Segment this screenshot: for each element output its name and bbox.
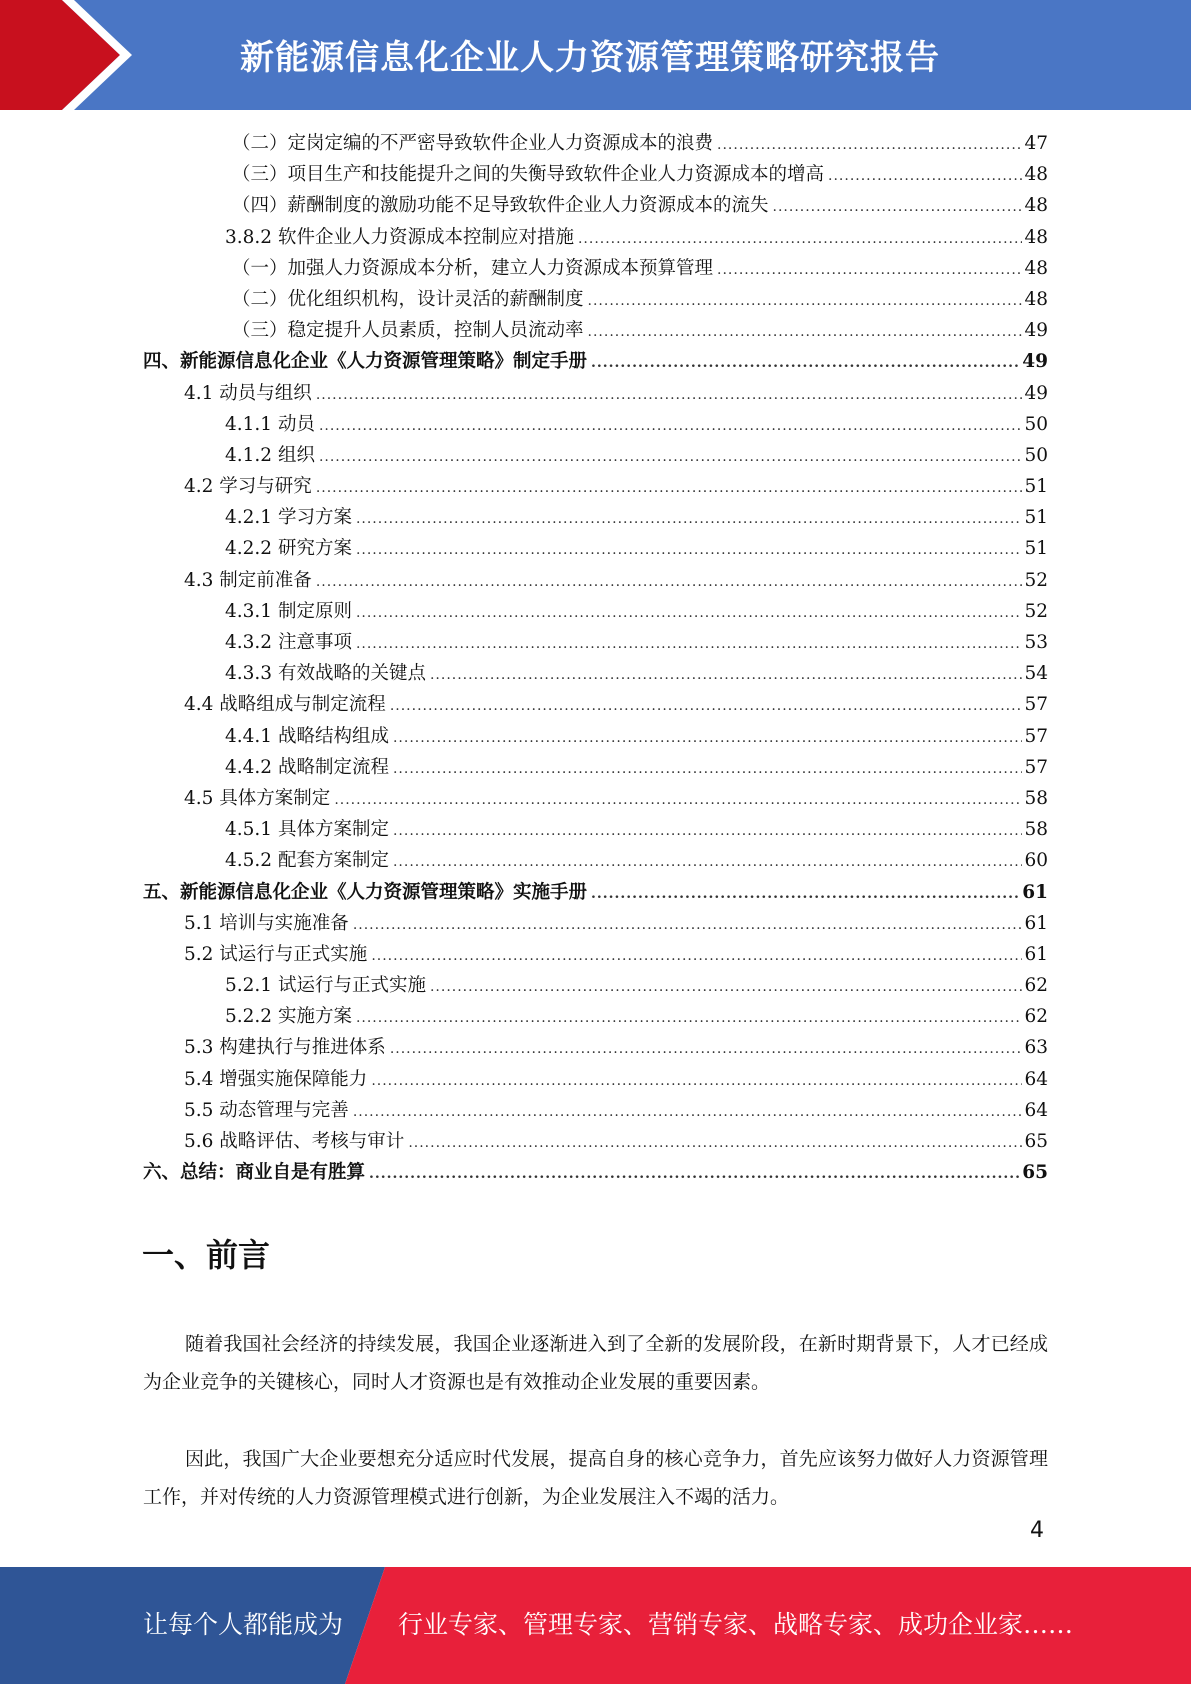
- toc-entry-title: 5.2.2 实施方案: [225, 1006, 352, 1028]
- toc-leader-dots: [316, 380, 1023, 409]
- toc-entry[interactable]: [184, 783, 1048, 814]
- toc-entry[interactable]: [143, 1157, 1048, 1188]
- toc-leader-dots: [353, 910, 1023, 939]
- toc-entry-title: （二）定岗定编的不严密导致软件企业人力资源成本的浪费: [232, 133, 714, 154]
- toc-entry-page: 62: [1024, 1006, 1048, 1028]
- toc-entry[interactable]: [184, 1064, 1048, 1095]
- paragraph: 随着我国社会经济的持续发展，我国企业逐渐进入到了全新的发展阶段，在新时期背景下，人才已经成为企业竞争的关键核心，同时人才资源也是有效推动企业发展的重要因素。: [143, 1333, 1048, 1393]
- toc-entry-title: （三）项目生产和技能提升之间的失衡导致软件企业人力资源成本的增高: [232, 164, 825, 186]
- toc-entry-page: 58: [1024, 819, 1048, 841]
- toc-entry-page: 49: [1024, 382, 1048, 404]
- toc-entry-title: 五、新能源信息化企业《人力资源管理策略》实施手册: [143, 881, 588, 903]
- toc-leader-dots: [588, 286, 1023, 315]
- toc-entry-page: 61: [1024, 912, 1048, 934]
- toc-leader-dots: [393, 816, 1022, 845]
- toc-entry-page: 47: [1024, 133, 1048, 154]
- toc-entry[interactable]: [232, 253, 1048, 284]
- toc-entry-title: 4.5 具体方案制定: [184, 787, 331, 809]
- toc-entry-page: 53: [1024, 632, 1048, 653]
- toc-entry-page: 52: [1024, 569, 1048, 591]
- toc-leader-dots: [393, 754, 1022, 783]
- toc-leader-dots: [356, 535, 1023, 564]
- toc-entry[interactable]: [225, 440, 1048, 471]
- toc-entry-title: 5.1 培训与实施准备: [184, 912, 349, 934]
- toc-entry-page: 62: [1024, 975, 1048, 997]
- toc-entry-title: 5.3 构建执行与推进体系: [184, 1037, 386, 1059]
- toc-entry-title: 5.4 增强实施保障能力: [184, 1068, 368, 1090]
- toc-leader-dots: [591, 879, 1020, 908]
- toc-entry[interactable]: [143, 877, 1048, 908]
- toc-entry[interactable]: [232, 159, 1048, 190]
- toc-leader-dots: [393, 723, 1022, 752]
- toc-leader-dots: [316, 473, 1023, 502]
- toc-entry-title: （二）优化组织机构，设计灵活的薪酬制度: [232, 288, 584, 310]
- toc-entry-page: 60: [1024, 850, 1048, 872]
- toc-entry[interactable]: [225, 222, 1048, 253]
- toc-entry[interactable]: [225, 658, 1048, 689]
- toc-entry-page: 54: [1024, 663, 1048, 685]
- toc-entry-title: （四）薪酬制度的激励功能不足导致软件企业人力资源成本的流失: [232, 195, 769, 217]
- toc-leader-dots: [591, 348, 1020, 377]
- toc-entry[interactable]: [225, 752, 1048, 783]
- toc-entry-page: 61: [1022, 881, 1048, 903]
- toc-entry-title: 4.3 制定前准备: [184, 569, 312, 591]
- toc-leader-dots: [717, 255, 1022, 284]
- toc-leader-dots: [390, 1034, 1023, 1063]
- toc-leader-dots: [369, 1159, 1020, 1188]
- toc-leader-dots: [334, 785, 1022, 814]
- toc-entry-title: 4.3.1 制定原则: [225, 600, 352, 622]
- toc-entry-page: 48: [1024, 257, 1048, 279]
- toc-entry[interactable]: [225, 721, 1048, 752]
- toc-entry[interactable]: [184, 1032, 1048, 1063]
- toc-entry[interactable]: [184, 939, 1048, 970]
- toc-entry-page: 65: [1024, 1131, 1048, 1152]
- toc-entry[interactable]: [184, 1126, 1048, 1157]
- toc-entry-page: 52: [1024, 600, 1048, 622]
- toc-leader-dots: [773, 192, 1023, 221]
- toc-entry[interactable]: [184, 1095, 1048, 1126]
- toc-leader-dots: [430, 972, 1022, 1001]
- toc-entry-title: 5.2.1 试运行与正式实施: [225, 975, 426, 997]
- toc-entry[interactable]: [225, 409, 1048, 440]
- section-heading: 一、前言: [142, 1236, 271, 1274]
- toc-entry-title: 4.4 战略组成与制定流程: [184, 694, 386, 716]
- toc-entry[interactable]: [225, 845, 1048, 876]
- page-number: 4: [1030, 1518, 1044, 1543]
- toc-entry-title: 4.2.2 研究方案: [225, 538, 352, 560]
- toc-entry-title: 4.2 学习与研究: [184, 476, 312, 498]
- toc-entry-page: 49: [1024, 320, 1048, 342]
- toc-leader-dots: [390, 691, 1023, 720]
- toc-entry-title: 4.1.2 组织: [225, 444, 315, 466]
- toc-leader-dots: [353, 1097, 1023, 1126]
- toc-entry-title: 六、总结：商业自是有胜算: [143, 1162, 366, 1184]
- toc-leader-dots: [371, 1066, 1022, 1095]
- toc-leader-dots: [717, 130, 1022, 159]
- toc-entry-title: 4.3.3 有效战略的关键点: [225, 663, 426, 685]
- toc-entry-title: （三）稳定提升人员素质，控制人员流动率: [232, 320, 584, 342]
- toc-entry-page: 57: [1024, 725, 1048, 747]
- toc-entry[interactable]: [225, 502, 1048, 533]
- toc-entry[interactable]: [232, 190, 1048, 221]
- toc-leader-dots: [319, 411, 1023, 440]
- toc-entry-page: 48: [1024, 195, 1048, 217]
- toc-entry-page: 51: [1024, 476, 1048, 498]
- toc-leader-dots: [393, 847, 1022, 876]
- toc-entry-page: 51: [1024, 538, 1048, 560]
- toc-entry-title: 4.5.1 具体方案制定: [225, 819, 389, 841]
- toc-entry[interactable]: [232, 284, 1048, 315]
- toc-entry-title: 4.3.2 注意事项: [225, 632, 352, 653]
- toc-entry-title: 4.2.1 学习方案: [225, 507, 352, 529]
- toc-entry-title: 4.1 动员与组织: [184, 382, 312, 404]
- toc-entry[interactable]: [232, 128, 1048, 159]
- toc-leader-dots: [356, 1003, 1023, 1032]
- toc-entry-page: 58: [1024, 787, 1048, 809]
- toc-leader-dots: [588, 317, 1023, 346]
- toc-entry[interactable]: [184, 565, 1048, 596]
- toc-entry[interactable]: [225, 596, 1048, 627]
- header-arrow-decoration: [0, 0, 150, 110]
- toc-entry-page: 57: [1024, 694, 1048, 716]
- toc-leader-dots: [408, 1128, 1022, 1157]
- toc-entry[interactable]: [184, 908, 1048, 939]
- page-header: [0, 0, 1191, 110]
- toc-entry[interactable]: [184, 689, 1048, 720]
- table-of-contents: [0, 128, 1191, 1188]
- toc-entry-page: 63: [1024, 1037, 1048, 1059]
- footer-slogan-left: 让每个人都能成为: [143, 1610, 344, 1639]
- toc-entry-page: 48: [1024, 288, 1048, 310]
- toc-leader-dots: [371, 941, 1022, 970]
- toc-entry[interactable]: [184, 378, 1048, 409]
- toc-entry-title: 四、新能源信息化企业《人力资源管理策略》制定手册: [143, 351, 588, 373]
- page-footer: [0, 1567, 1191, 1684]
- toc-entry-page: 57: [1024, 756, 1048, 778]
- toc-entry-page: 64: [1024, 1099, 1048, 1121]
- toc-leader-dots: [578, 224, 1022, 253]
- toc-leader-dots: [316, 567, 1023, 596]
- toc-entry[interactable]: [225, 627, 1048, 658]
- paragraph: 因此，我国广大企业要想充分适应时代发展，提高自身的核心竞争力，首先应该努力做好人力资源管理工作，并对传统的人力资源管理模式进行创新，为企业发展注入不竭的活力。: [143, 1448, 1048, 1508]
- toc-leader-dots: [430, 660, 1022, 689]
- toc-entry[interactable]: [143, 346, 1048, 377]
- toc-entry-page: 51: [1024, 507, 1048, 529]
- toc-entry[interactable]: [225, 533, 1048, 564]
- toc-entry[interactable]: [184, 471, 1048, 502]
- toc-entry-page: 65: [1022, 1162, 1048, 1184]
- toc-leader-dots: [356, 629, 1023, 658]
- toc-entry[interactable]: [232, 315, 1048, 346]
- toc-entry-page: 64: [1024, 1068, 1048, 1090]
- toc-entry-title: 5.5 动态管理与完善: [184, 1099, 349, 1121]
- toc-entry[interactable]: [225, 814, 1048, 845]
- toc-leader-dots: [356, 598, 1023, 627]
- toc-entry-page: 49: [1022, 351, 1048, 373]
- footer-slogan-right: 行业专家、管理专家、营销专家、战略专家、成功企业家……: [398, 1610, 1074, 1639]
- toc-entry-page: 61: [1024, 943, 1048, 965]
- toc-entry-title: 4.5.2 配套方案制定: [225, 850, 389, 872]
- toc-entry-title: 4.4.2 战略制定流程: [225, 756, 389, 778]
- toc-leader-dots: [356, 504, 1023, 533]
- toc-entry-title: 5.2 试运行与正式实施: [184, 943, 368, 965]
- toc-entry-page: 50: [1024, 444, 1048, 466]
- toc-entry-page: 48: [1024, 226, 1048, 248]
- toc-entry-title: 4.1.1 动员: [225, 413, 315, 435]
- toc-entry[interactable]: [225, 970, 1048, 1001]
- toc-leader-dots: [319, 442, 1023, 471]
- header-title: 新能源信息化企业人力资源管理策略研究报告: [240, 38, 940, 78]
- toc-entry-title: （一）加强人力资源成本分析，建立人力资源成本预算管理: [232, 257, 714, 279]
- toc-entry-page: 48: [1024, 164, 1048, 186]
- toc-entry-page: 50: [1024, 413, 1048, 435]
- toc-leader-dots: [828, 161, 1022, 190]
- toc-entry[interactable]: [225, 1001, 1048, 1032]
- toc-entry-title: 4.4.1 战略结构组成: [225, 725, 389, 747]
- toc-entry-title: 5.6 战略评估、考核与审计: [184, 1131, 405, 1152]
- toc-entry-title: 3.8.2 软件企业人力资源成本控制应对措施: [225, 226, 574, 248]
